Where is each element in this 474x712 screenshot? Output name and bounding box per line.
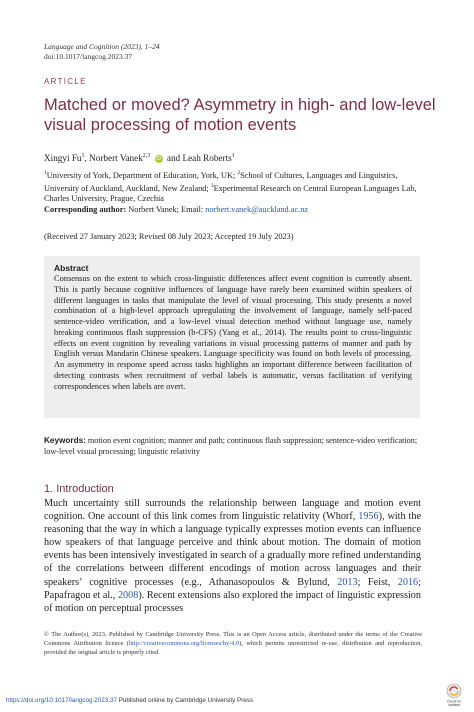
affiliation-2: School of Cultures, Languages and Linguistics, University of Auckland, Auckland, New Zealand; xyxy=(44,170,398,193)
license-notice xyxy=(44,631,422,657)
footer-doi-link[interactable]: https://doi.org/10.1017/langcog.2023.37 xyxy=(6,697,117,704)
affiliation-marker: 3 xyxy=(210,183,214,190)
corresponding-label: Corresponding author: xyxy=(44,204,127,214)
corresponding-text: Norbert Vanek; Email: xyxy=(128,204,204,214)
journal-doi[interactable]: doi:10.1017/langcog.2023.37 xyxy=(44,52,133,61)
license-text: ), which permits unrestricted re-use, distribution and reproduction, provided the original article is properly cited. xyxy=(44,639,422,656)
affiliation-3: Experimental Research on Central European Languages Lab, Charles University, Prague, Czechia xyxy=(44,183,417,204)
orcid-icon[interactable]: iD xyxy=(156,155,161,162)
body-text-run: ; Papafragou et al., xyxy=(44,576,421,601)
citation-link[interactable]: 2016 xyxy=(397,576,419,588)
corresponding-email-link[interactable]: norbert.vanek@auckland.ac.nz xyxy=(205,204,309,214)
keywords-text: motion event cognition; manner and path; continuous flash suppression; sentence-video verification; low-level visual processing; linguistic relativity xyxy=(44,436,418,456)
section-heading-introduction: 1. Introduction xyxy=(44,483,114,495)
affiliation-marker: 2 xyxy=(237,170,241,176)
received-dates: (Received 27 January 2023; Revised 08 July 2023; Accepted 19 July 2023) xyxy=(44,232,294,241)
body-text-run: ). Recent extensions also explored the impact of linguistic expression of motion on perceptual processes xyxy=(44,589,421,614)
footer-text: Published online by Cambridge University Press xyxy=(116,697,254,704)
updates-badge-line1: Check for xyxy=(446,699,462,704)
author-list: Xingyi Fu$^1$, Norbert Vanek$^{2,3}$ iD and Leah Roberts$^1$ xyxy=(44,153,235,164)
journal-header xyxy=(44,42,160,62)
abstract-heading: Abstract xyxy=(54,263,89,273)
affiliation-marker: 1 xyxy=(44,170,47,176)
license-text: © The Author(s), 2023. Published by Cambridge University Press. This is an Open Access article, distributed under the terms of the Creative Commons Attribution licence ( xyxy=(44,631,422,647)
affiliation-1: University of York, Department of Education, York, UK; xyxy=(46,170,236,180)
author-name[interactable]: Norbert Vanek xyxy=(89,153,143,164)
citation-link[interactable]: 2008 xyxy=(117,589,139,601)
author-affiliation-marker: 2,3 xyxy=(142,153,151,159)
body-text-run: Much uncertainty still surrounds the relationship between language and motion event cognition. One account of this link comes from linguistic relativity (Whorf, xyxy=(44,498,421,523)
abstract-text: Consensus on the extent to which cross-linguistic differences affect event cognition is currently absent. This is partly because cognitive influences of language have rarely been examined within speakers of different languages in tasks that manipulate the level of visual processing. This study presents a novel combination of a high-level approach upregulating the involvement of language, namely self-paced sentence-video verification, and a low-level visual detection method without language use, namely breaking continuous flash suppression (b-CFS) (Yang et al., 2014). The results point to cross-linguistic effects on event cognition by revealing variations in visual processing patterns of manner and path by English versus Mandarin Chinese speakers. Language specificity was found on both levels of processing. An asymmetry in response speed across tasks highlights an important difference between facilitation of detecting contrasts when recruitment of verbal labels is automatic, versus facilitation of verifying correspondences when labels are overt. xyxy=(54,274,412,391)
keywords xyxy=(44,436,434,457)
author-name[interactable]: Leah Roberts xyxy=(182,153,232,164)
keywords-label: Keywords: xyxy=(44,436,86,445)
body-text-run: ), with the reasoning that the way in which a language typically expresses motion events can influence how speakers of that language perceive and think about motion. The domain of motion events has been intensively investigated in search of a gradually more refined understanding of the correlations between different encodings of motion across languages and their speakers’ cognitive processes (e.g., Athanasopoulos & Bylund, xyxy=(44,511,421,588)
citation-link[interactable]: 1956 xyxy=(358,511,379,523)
check-for-updates-icon xyxy=(443,683,465,707)
updates-badge-line2: updates xyxy=(447,703,461,707)
article-type-label: ARTICLE xyxy=(44,77,87,86)
article-title: Matched or moved? Asymmetry in high- and low-level visual processing of motion events xyxy=(44,96,436,134)
author-affiliation-marker: 1 xyxy=(231,153,235,159)
body-text-run: ; Feist, xyxy=(357,576,398,588)
citation-link[interactable]: 2013 xyxy=(337,576,358,588)
affiliations xyxy=(44,168,434,215)
journal-line: Language and Cognition (2023), 1–24 xyxy=(44,42,160,51)
check-for-updates-badge[interactable] xyxy=(443,683,465,707)
introduction-paragraph xyxy=(44,497,421,615)
license-link[interactable]: http://creativecommons.org/licenses/by/4.0 xyxy=(128,639,240,647)
author-name[interactable]: Xingyi Fu xyxy=(44,153,82,164)
page-footer xyxy=(6,697,253,704)
author-affiliation-marker: 1 xyxy=(81,153,85,159)
